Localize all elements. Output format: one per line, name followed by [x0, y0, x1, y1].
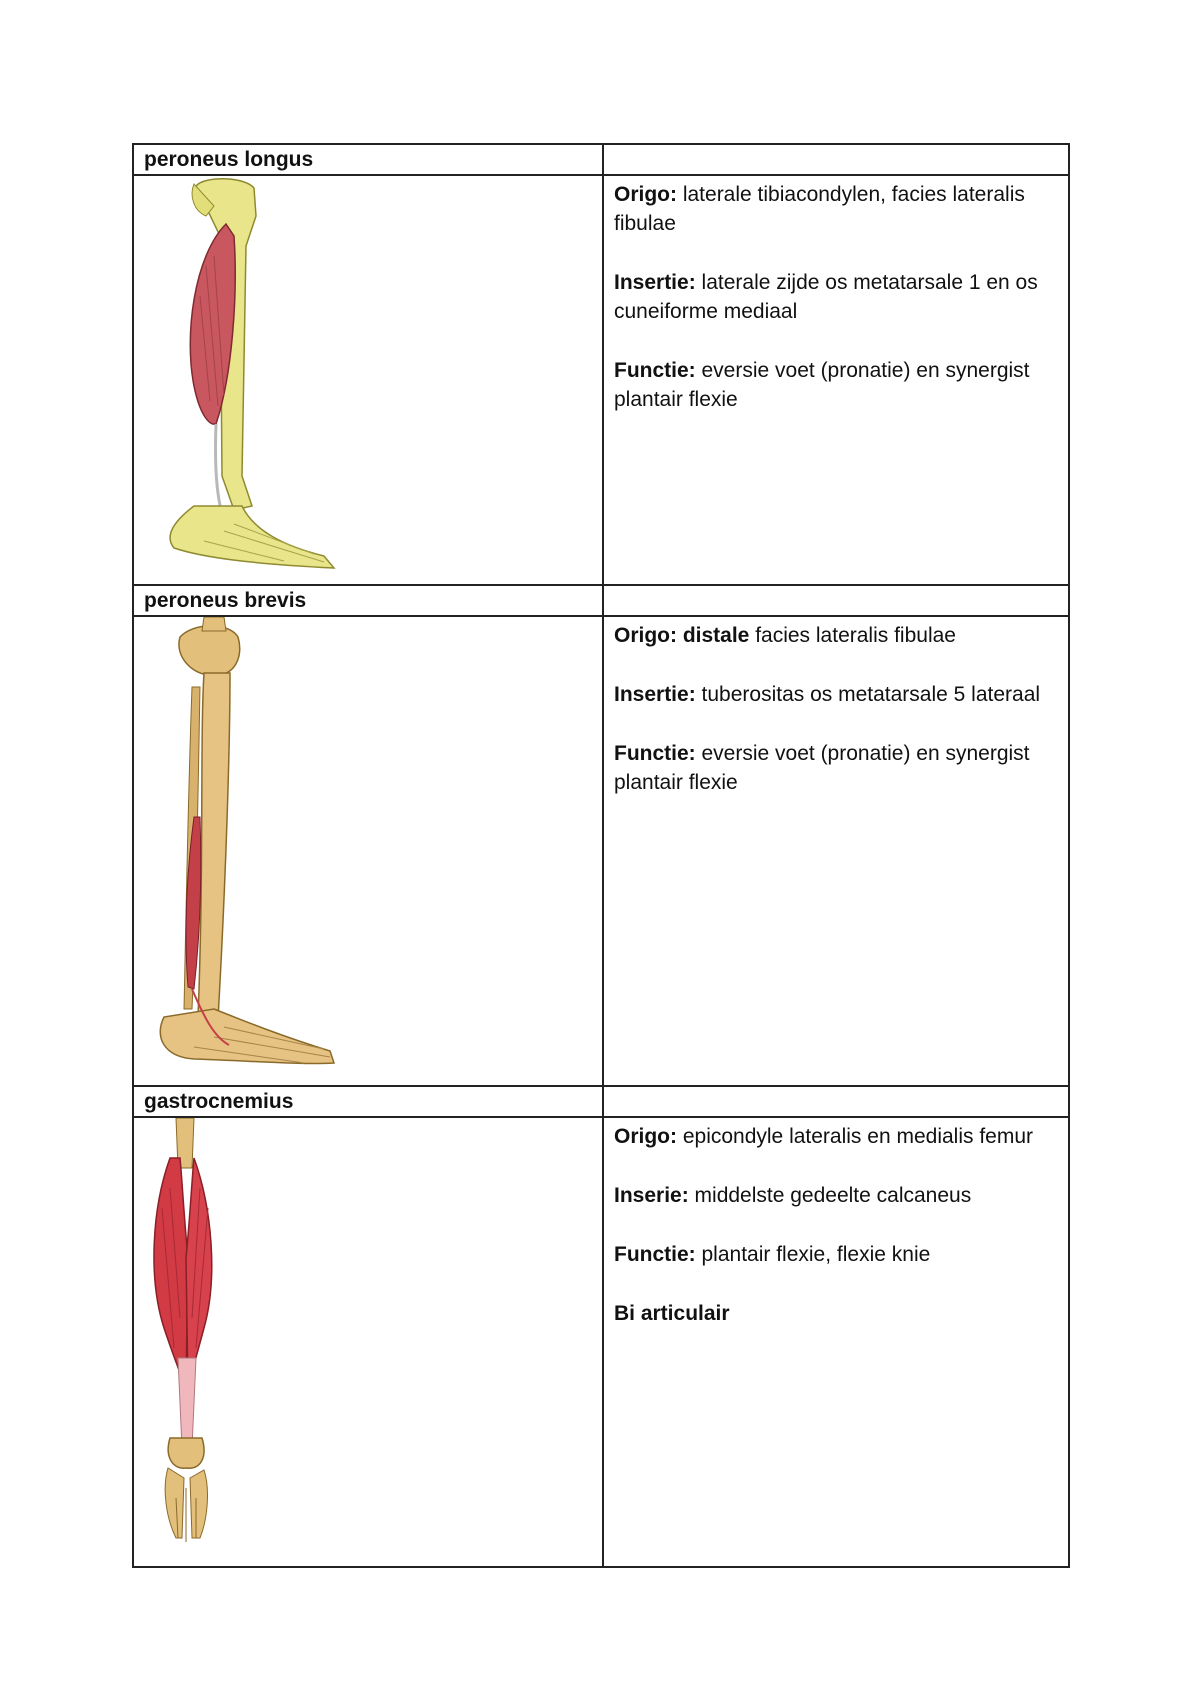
origo-text: epicondyle lateralis en medialis femur [677, 1125, 1034, 1148]
origo-paragraph [614, 621, 1058, 650]
insertie-label: Insertie: [614, 683, 696, 706]
muscle-name: peroneus brevis [133, 585, 603, 616]
muscle-name-row [133, 1086, 1069, 1117]
muscle-detail-row [133, 616, 1069, 1086]
anatomy-image-cell [133, 616, 603, 1086]
insertie-paragraph [614, 1181, 1058, 1210]
empty-header-cell [603, 585, 1069, 616]
functie-paragraph [614, 1240, 1058, 1269]
functie-paragraph [614, 739, 1058, 797]
gastrocnemius-illustration [134, 1118, 582, 1562]
functie-label: Functie: [614, 742, 696, 765]
muscle-description [603, 616, 1069, 1086]
insertie-text: tuberositas os metatarsale 5 lateraal [695, 683, 1041, 706]
origo-label: Origo: [614, 1125, 677, 1148]
functie-text: eversie voet (pronatie) en synergist plantair flexie [614, 359, 1030, 411]
muscle-name-row [133, 144, 1069, 175]
functie-paragraph [614, 356, 1058, 414]
muscle-description [603, 1117, 1069, 1567]
origo-paragraph [614, 1122, 1058, 1151]
peroneus-longus-illustration [134, 176, 582, 580]
functie-text: eversie voet (pronatie) en synergist plantair flexie [614, 742, 1030, 794]
extra-paragraph [614, 1299, 1058, 1328]
insertie-label: Insertie: [614, 271, 696, 294]
muscle-name: peroneus longus [133, 144, 603, 175]
origo-label: Origo: distale [614, 624, 750, 647]
muscle-table [132, 143, 1070, 1568]
origo-paragraph [614, 180, 1058, 238]
muscle-name-row [133, 585, 1069, 616]
empty-header-cell [603, 144, 1069, 175]
anatomy-image-cell [133, 1117, 603, 1567]
muscle-name: gastrocnemius [133, 1086, 603, 1117]
origo-label: Origo: [614, 183, 677, 206]
bi-articulair-label: Bi articulair [614, 1302, 730, 1325]
muscle-detail-row [133, 1117, 1069, 1567]
insertie-label: Inserie: [614, 1184, 689, 1207]
origo-text: facies lateralis fibulae [749, 624, 956, 647]
insertie-paragraph [614, 680, 1058, 709]
insertie-paragraph [614, 268, 1058, 326]
insertie-text: laterale zijde os metatarsale 1 en os cuneiforme mediaal [614, 271, 1038, 323]
empty-header-cell [603, 1086, 1069, 1117]
muscle-description [603, 175, 1069, 585]
functie-label: Functie: [614, 359, 696, 382]
muscle-detail-row [133, 175, 1069, 585]
insertie-text: middelste gedeelte calcaneus [688, 1184, 972, 1207]
functie-text: plantair flexie, flexie knie [695, 1243, 931, 1266]
origo-text: laterale tibiacondylen, facies lateralis fibulae [614, 183, 1025, 235]
peroneus-brevis-illustration [134, 617, 582, 1081]
anatomy-image-cell [133, 175, 603, 585]
functie-label: Functie: [614, 1243, 696, 1266]
